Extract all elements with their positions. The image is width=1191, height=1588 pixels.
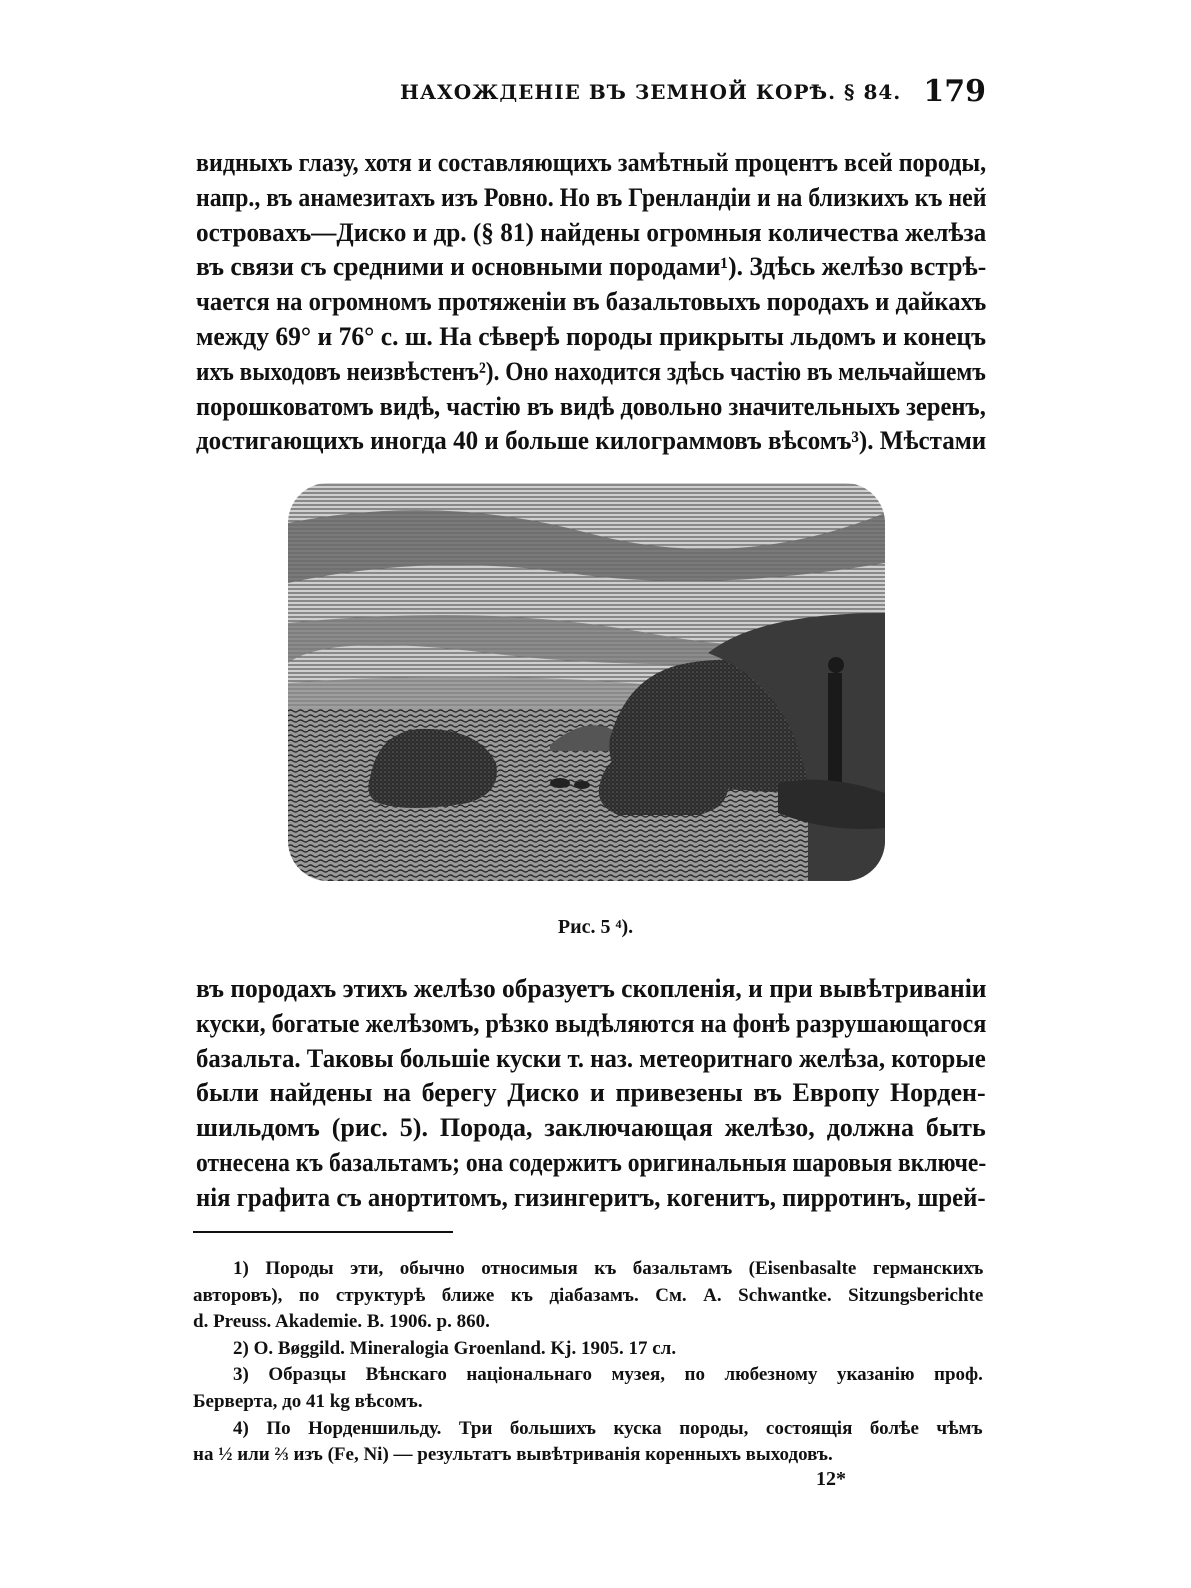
text-line: въ породахъ этихъ желѣзо образуетъ скопленія, и при вывѣтриваніи [196, 974, 986, 1003]
text-line: шильдомъ (рис. 5). Порода, заключающая желѣзо, должна быть [196, 1113, 986, 1143]
figure-caption: Рис. 5 ⁴). [557, 916, 634, 938]
signature-mark: 12* [816, 1468, 846, 1490]
running-title: НАХОЖДЕНІЕ ВЪ ЗЕМНОЙ КОРѢ. § 84. [400, 80, 902, 104]
footnote-line: d. Preuss. Akademie. B. 1906. p. 860. [193, 1311, 490, 1333]
engraving-figure [288, 483, 885, 881]
text-line: нія графита съ анортитомъ, гизингеритъ, когенитъ, пирротинъ, шрей- [196, 1182, 986, 1212]
footnote-line: 3) Образцы Вѣнскаго національнаго музея, по любезному указанію проф. [233, 1364, 983, 1386]
boulders-engraving [288, 483, 885, 881]
page-number: 179 [923, 74, 986, 109]
text-line: базальта. Таковы большіе куски т. наз. метеоритнаго желѣза, которые [196, 1043, 986, 1073]
text-line: между 69° и 76° с. ш. На сѣверѣ породы прикрыты льдомъ и конецъ [196, 321, 986, 351]
text-line: чается на огромномъ протяженіи въ базальтовыхъ породахъ и дайкахъ [196, 287, 986, 317]
footnote-line: на ½ или ⅔ изъ (Fe, Ni) — результатъ вывѣтриванія коренныхъ выходовъ. [193, 1444, 833, 1466]
footnote-line: авторовъ), по структурѣ ближе къ діабазамъ. См. A. Schwantke. Sitzungsberichte [193, 1284, 983, 1306]
text-line: напр., въ анамезитахъ изъ Ровно. Но въ Гренландіи и на близкихъ къ ней [196, 182, 986, 212]
running-head [196, 74, 986, 120]
text-line: видныхъ глазу, хотя и составляющихъ замѣтный процентъ всей породы, [196, 148, 986, 177]
footnote-line: 2) O. Bøggild. Mineralogia Groenland. Kj. 1905. 17 сл. [233, 1337, 677, 1359]
text-line: въ связи съ средними и основными породами¹). Здѣсь желѣзо встрѣ- [196, 252, 986, 282]
text-line: островахъ—Диско и др. (§ 81) найдены огромныя количества желѣза [196, 217, 986, 247]
paragraph-1 [196, 146, 986, 459]
paragraph-2 [196, 972, 986, 1216]
footnote-line: 1) Породы эти, обычно относимыя къ базальтамъ (Eisenbasalte германскихъ [233, 1258, 983, 1279]
text-line: были найдены на берегу Диско и привезены въ Европу Норден- [196, 1078, 986, 1108]
footnote-line: 4) По Норденшильду. Три большихъ куска породы, состоящія болѣе чѣмъ [233, 1417, 983, 1439]
text-line: достигающихъ иногда 40 и больше килограммовъ вѣсомъ³). Мѣстами [196, 426, 986, 456]
text-line: куски, богатые желѣзомъ, рѣзко выдѣляются на фонѣ разрушающагося [196, 1008, 986, 1038]
text-line: порошковатомъ видѣ, частію въ видѣ довольно значительныхъ зеренъ, [196, 391, 986, 421]
text-line: отнесена къ базальтамъ; она содержитъ оригинальныя шаровыя включе- [196, 1147, 986, 1177]
footnotes [193, 1256, 983, 1469]
text-line: ихъ выходовъ неизвѣстенъ²). Оно находится здѣсь частію въ мельчайшемъ [196, 356, 986, 386]
footnote-divider [193, 1231, 453, 1233]
footnote-line: Берверта, до 41 kg вѣсомъ. [193, 1390, 423, 1412]
